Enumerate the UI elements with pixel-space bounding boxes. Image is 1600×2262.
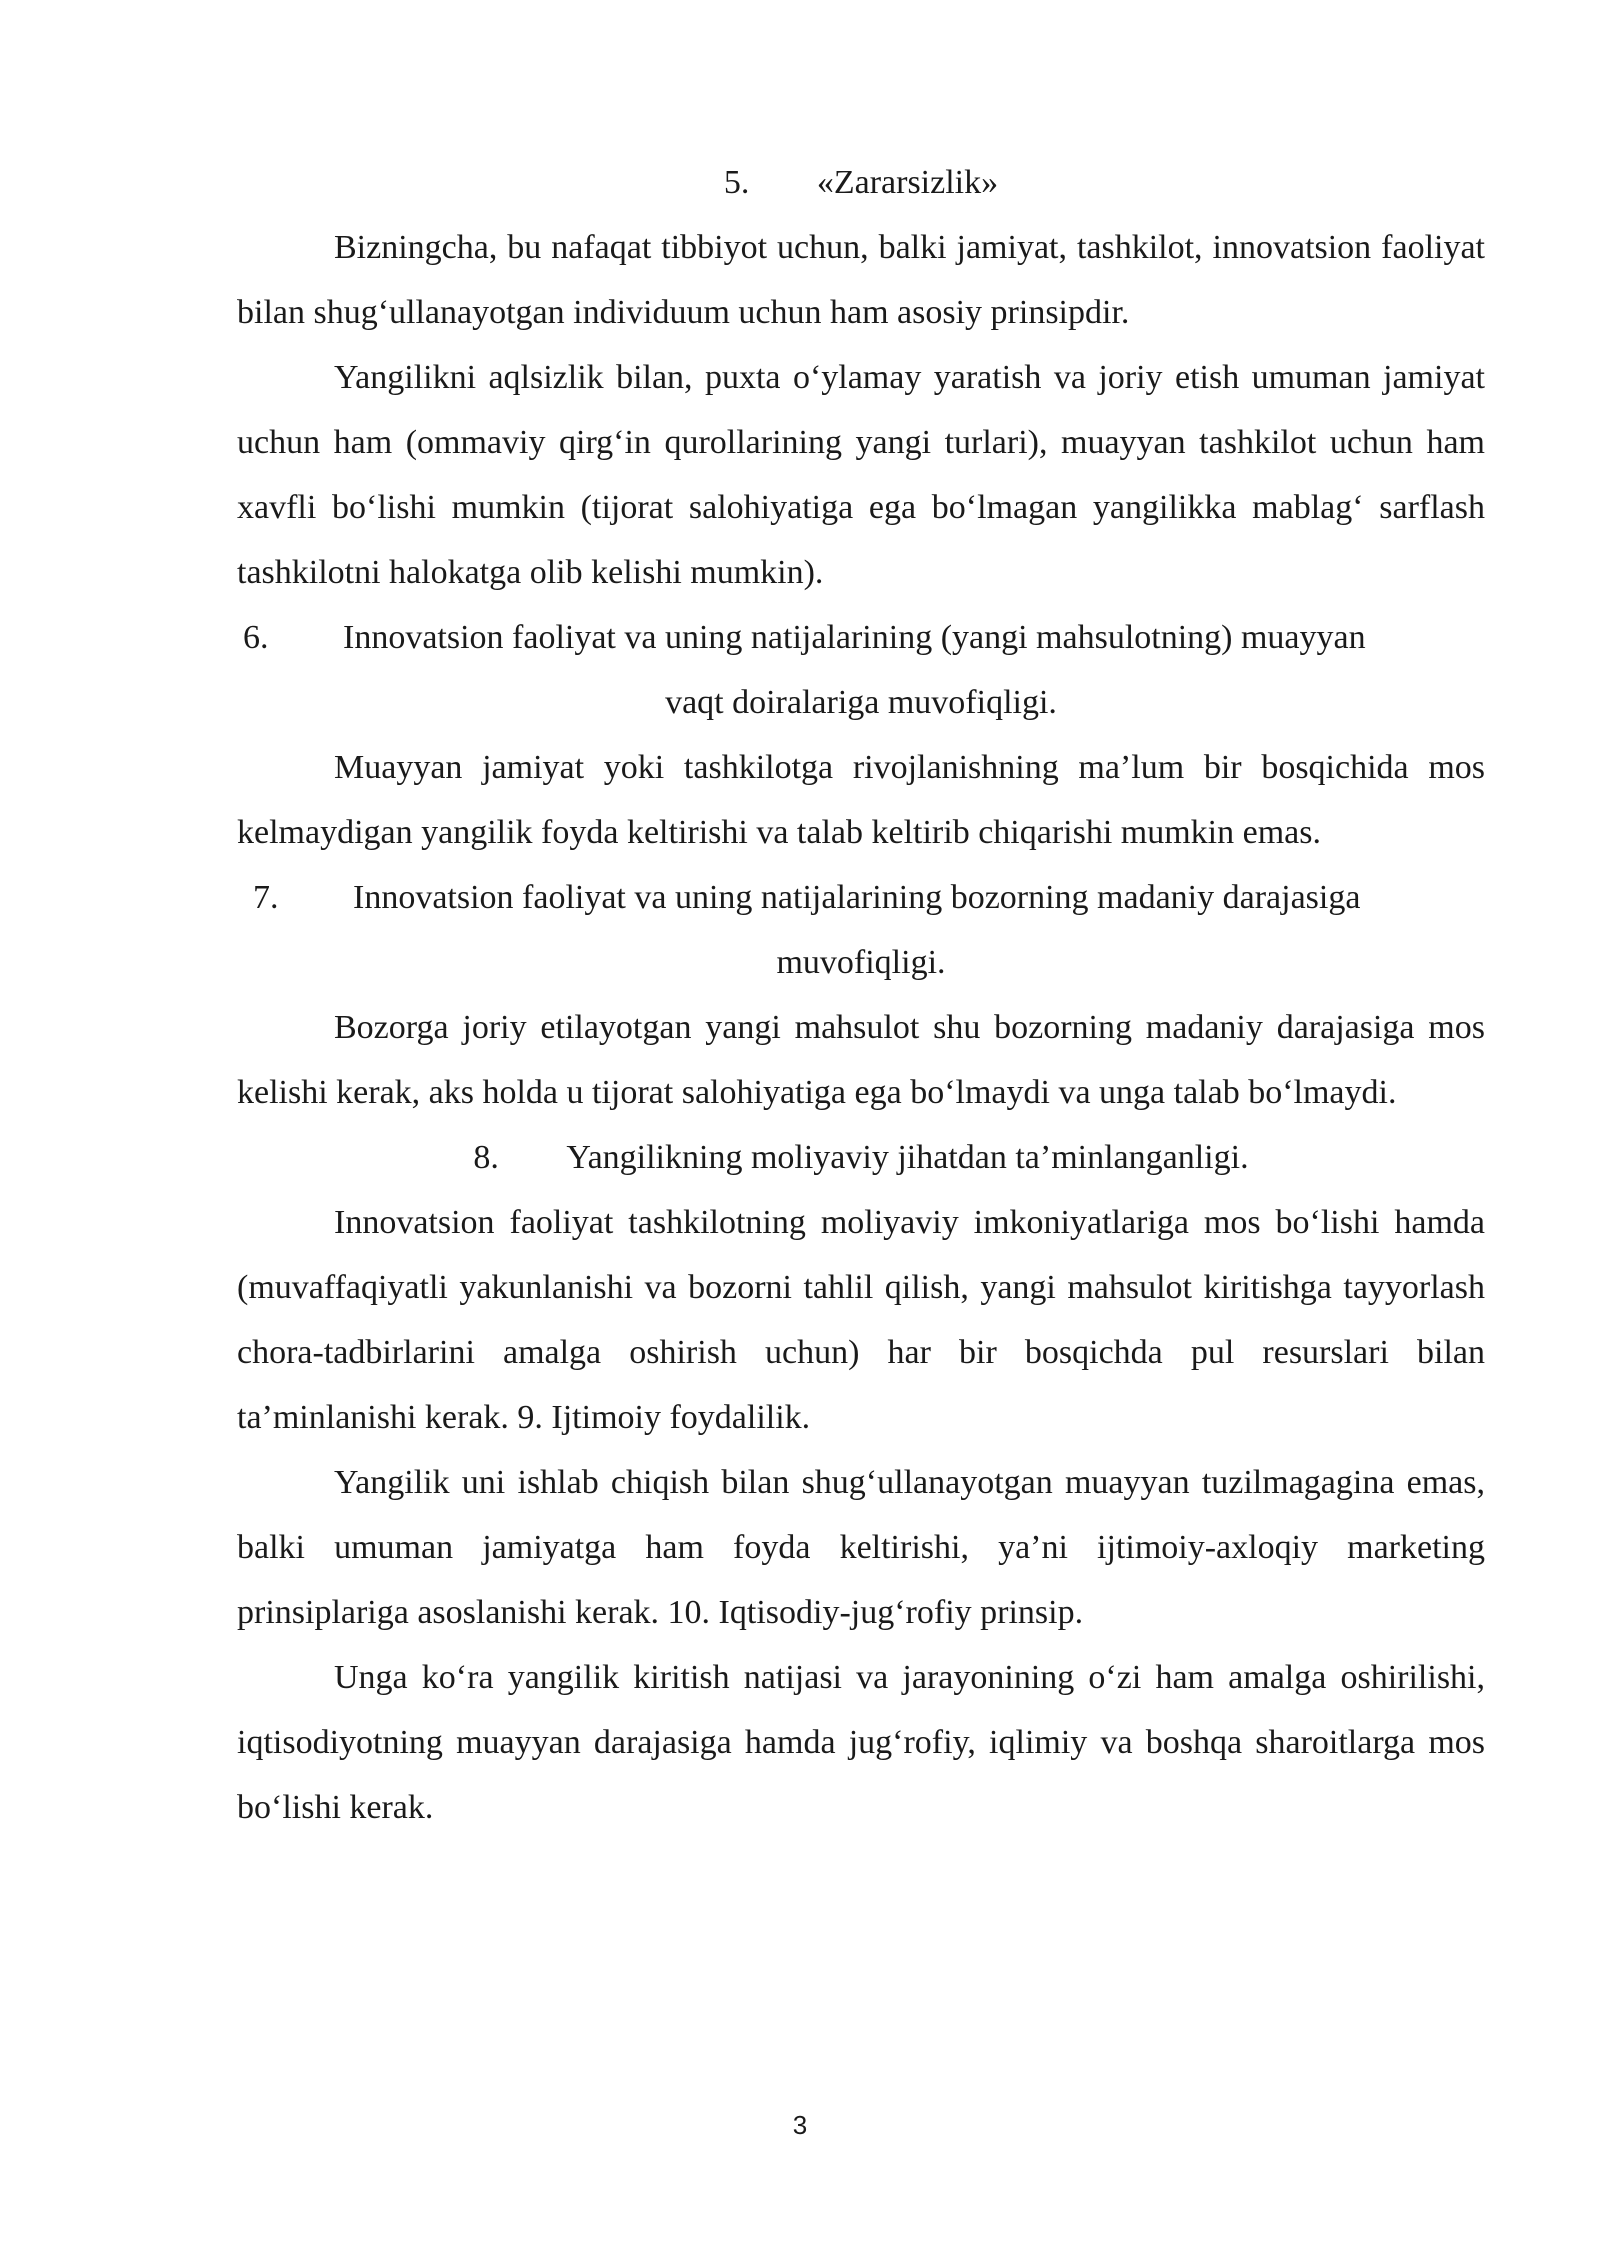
section-5-title: «Zararsizlik» bbox=[816, 164, 999, 201]
section-6-title-line-2: vaqt doiralariga muvofiqligi. bbox=[665, 684, 1057, 721]
section-6-number: 6. bbox=[243, 619, 269, 656]
document-body bbox=[237, 150, 1485, 1840]
section-8-paragraph-3: Unga ko‘ra yangilik kiritish natijasi va jarayonining o‘zi ham amalga oshirilishi, iqtisodiyotning muayyan darajasiga hamda jug‘rofiy, iqlimiy va boshqa sharoitlarga mos bo‘lishi kerak. bbox=[237, 1659, 1485, 1826]
section-8-heading bbox=[237, 1125, 1485, 1190]
section-8-paragraph-2: Yangilik uni ishlab chiqish bilan shug‘ullanayotgan muayyan tuzilmagagina emas, balki umuman jamiyatga ham foyda keltirishi, ya’ni ijtimoiy-axloqiy marketing prinsiplariga asoslanishi kerak. 10. Iqtisodiy-jug‘rofiy prinsip. bbox=[237, 1464, 1485, 1631]
section-5-paragraph-1: Bizningcha, bu nafaqat tibbiyot uchun, balki jamiyat, tashkilot, innovatsion faoliyat bilan shug‘ullanayotgan individuum uchun ham asosiy prinsipdir. bbox=[237, 229, 1485, 331]
section-7-paragraph-1: Bozorga joriy etilayotgan yangi mahsulot shu bozorning madaniy darajasiga mos kelishi kerak, aks holda u tijorat salohiyatiga ega bo‘lmaydi va unga talab bo‘lmaydi. bbox=[237, 1009, 1485, 1111]
section-6-title-line-1: Innovatsion faoliyat va uning natijalarining (yangi mahsulotning) muayyan bbox=[343, 619, 1366, 656]
section-8-number: 8. bbox=[473, 1139, 499, 1176]
section-6-paragraph-1: Muayyan jamiyat yoki tashkilotga rivojlanishning ma’lum bir bosqichida mos kelmaydigan yangilik foyda keltirishi va talab keltirib chiqarishi mumkin emas. bbox=[237, 749, 1485, 851]
section-7-title-line-2: muvofiqligi. bbox=[776, 944, 946, 981]
section-7-number: 7. bbox=[253, 879, 279, 916]
section-6-heading bbox=[237, 605, 1485, 735]
page-number: 3 bbox=[792, 2110, 808, 2140]
section-5-heading bbox=[237, 150, 1485, 215]
section-5-paragraph-2: Yangilikni aqlsizlik bilan, puxta o‘ylamay yaratish va joriy etish umuman jamiyat uchun ham (ommaviy qirg‘in qurollarining yangi turlari), muayyan tashkilot uchun ham xavfli bo‘lishi mumkin (tijorat salohiyatiga ega bo‘lmagan yangilikka mablag‘ sarflash tashkilotni halokatga olib kelishi mumkin). bbox=[237, 359, 1485, 591]
section-8-paragraph-1: Innovatsion faoliyat tashkilotning moliyaviy imkoniyatlariga mos bo‘lishi hamda (muvaffaqiyatli yakunlanishi va bozorni tahlil qilish, yangi mahsulot kiritishga tayyorlash chora-tadbirlarini amalga oshirish uchun) har bir bosqichda pul resurslari bilan ta’minlanishi kerak. 9. Ijtimoiy foydalilik. bbox=[237, 1204, 1485, 1436]
section-8-title: Yangilikning moliyaviy jihatdan ta’minlanganligi. bbox=[566, 1139, 1249, 1176]
section-5-number: 5. bbox=[723, 164, 750, 201]
section-7-heading bbox=[237, 865, 1485, 995]
section-7-title-line-1: Innovatsion faoliyat va uning natijalarining bozorning madaniy darajasiga bbox=[353, 879, 1361, 916]
